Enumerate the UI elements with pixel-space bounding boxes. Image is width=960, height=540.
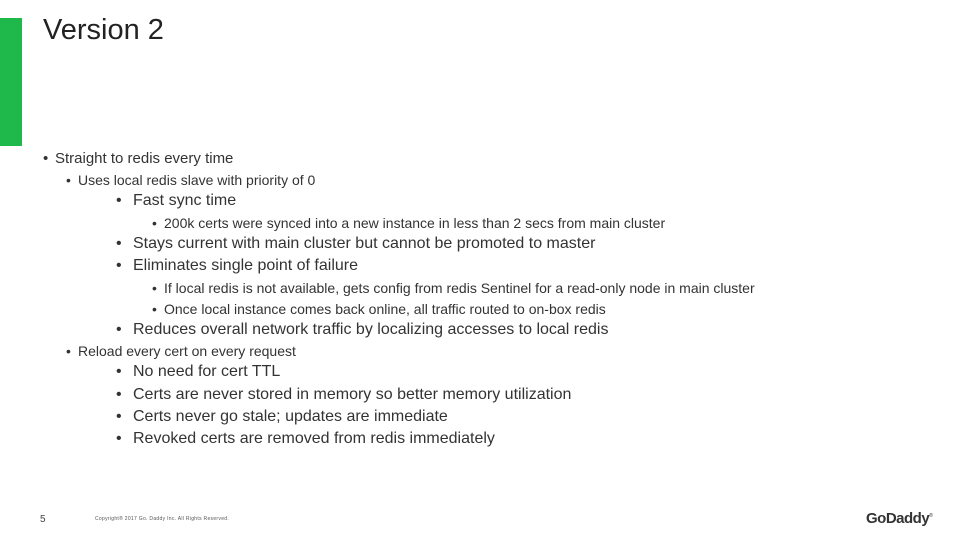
bullet-text: Uses local redis slave with priority of 0 xyxy=(78,172,316,188)
bullet-dot: • xyxy=(66,172,71,188)
bullet-item xyxy=(152,281,755,295)
bullet-text: Certs never go stale; updates are immediate xyxy=(133,408,448,425)
logo-text: GoDaddy xyxy=(866,510,930,527)
bullet-item xyxy=(152,302,606,316)
bullet-dot: • xyxy=(152,301,157,317)
bullet-text: Straight to redis every time xyxy=(55,150,234,167)
bullet-item xyxy=(116,409,448,425)
bullet-item xyxy=(116,322,608,338)
bullet-text: Reload every cert on every request xyxy=(78,343,296,359)
bullet-item xyxy=(116,364,280,380)
bullet-item xyxy=(116,258,358,274)
bullet-text: Reduces overall network traffic by localizing accesses to local redis xyxy=(133,321,609,338)
bullet-dot: • xyxy=(152,280,157,296)
bullet-item xyxy=(152,216,665,230)
bullet-dot: • xyxy=(116,408,122,425)
bullet-text: 200k certs were synced into a new instance in less than 2 secs from main cluster xyxy=(164,215,666,231)
bullet-text: If local redis is not available, gets config from redis Sentinel for a read-only node in main cluster xyxy=(164,280,755,296)
godaddy-logo xyxy=(866,510,932,527)
bullet-text: Revoked certs are removed from redis immediately xyxy=(133,430,495,447)
bullet-item xyxy=(116,193,236,209)
bullet-text: Certs are never stored in memory so better memory utilization xyxy=(133,386,572,403)
bullet-text: No need for cert TTL xyxy=(133,363,281,380)
logo-mark: ® xyxy=(929,513,933,519)
bullet-text: Eliminates single point of failure xyxy=(133,257,359,274)
bullet-item xyxy=(116,387,571,403)
bullet-dot: • xyxy=(116,321,122,338)
bullet-text: Stays current with main cluster but cannot be promoted to master xyxy=(133,235,596,252)
accent-bar xyxy=(0,18,22,146)
bullet-item xyxy=(66,173,315,187)
bullet-text: Fast sync time xyxy=(133,192,237,209)
page-number: 5 xyxy=(40,514,46,525)
bullet-item xyxy=(43,151,233,166)
bullet-dot: • xyxy=(116,235,122,252)
bullet-text: Once local instance comes back online, all traffic routed to on-box redis xyxy=(164,301,606,317)
bullet-dot: • xyxy=(116,386,122,403)
bullet-item xyxy=(116,431,495,447)
bullet-dot: • xyxy=(152,215,157,231)
bullet-dot: • xyxy=(116,257,122,274)
bullet-dot: • xyxy=(66,343,71,359)
bullet-item xyxy=(66,344,296,358)
bullet-dot: • xyxy=(116,192,122,209)
bullet-dot: • xyxy=(43,150,49,167)
slide-title: Version 2 xyxy=(43,14,164,46)
bullet-item xyxy=(116,236,595,252)
bullet-dot: • xyxy=(116,363,122,380)
copyright-text: Copyright® 2017 Go. Daddy Inc. All Rights Reserved. xyxy=(95,516,230,522)
bullet-dot: • xyxy=(116,430,122,447)
